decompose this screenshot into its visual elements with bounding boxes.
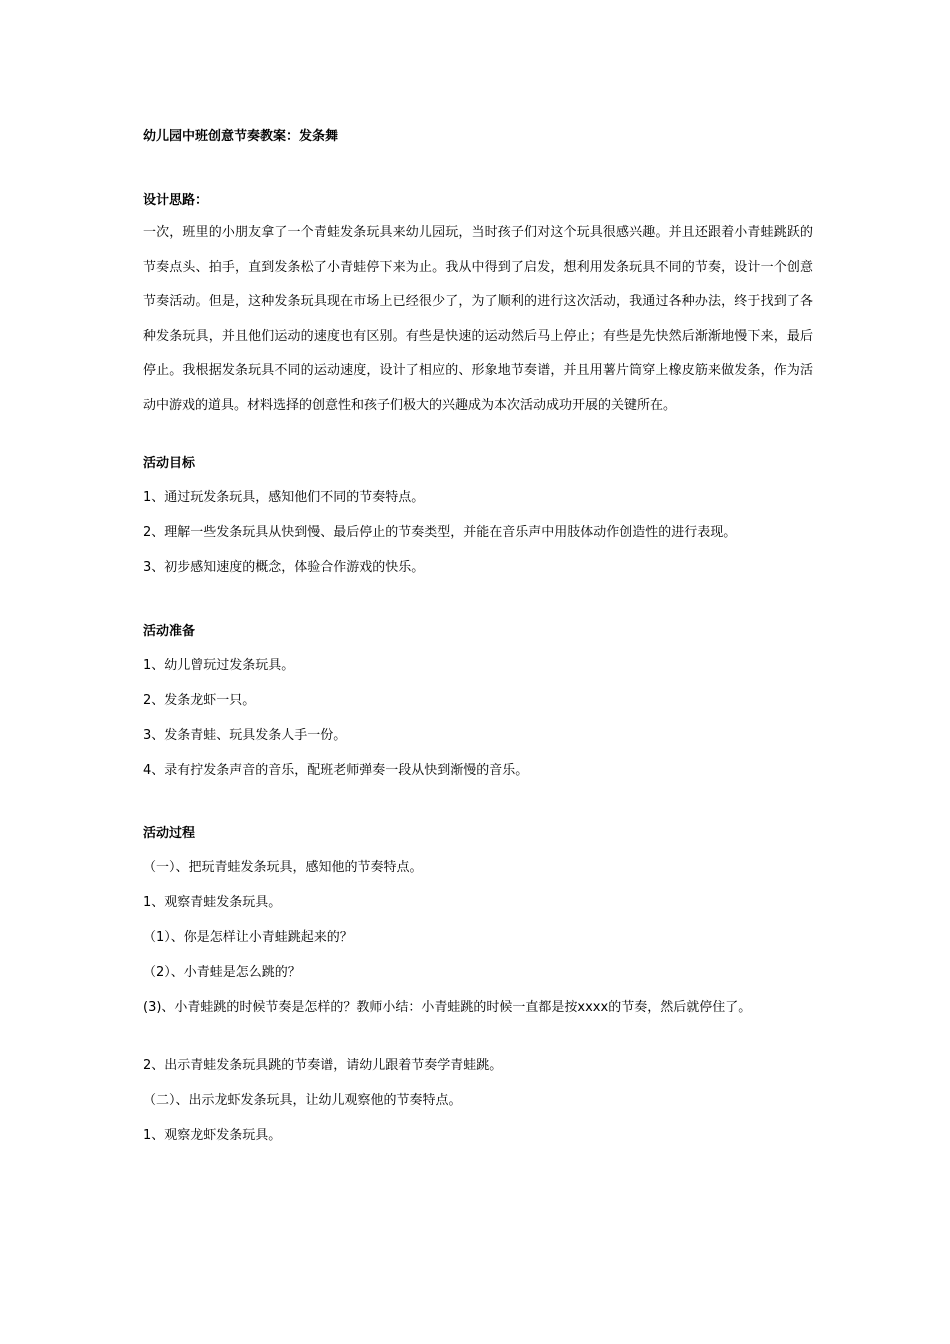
process-item: （二）、出示龙虾发条玩具，让幼儿观察他的节奏特点。 [143,1093,462,1108]
preparation-item: 2、发条龙虾一只。 [143,693,256,708]
goal-item: 3、初步感知速度的概念，体验合作游戏的快乐。 [143,560,425,575]
design-idea-paragraph: 一次，班里的小朋友拿了一个青蛙发条玩具来幼儿园玩，当时孩子们对这个玩具很感兴趣。并且还跟着小青蛙跳跃的节奏点头、拍手，直到发条松了小青蛙停下来为止。我从中得到了启发，想利用发条玩具不同的节奏，设计一个创意节奏活动。但是，这种发条玩具现在市场上已经很少了，为了顺利的进行这次活动，我通过各种办法，终于找到了各种发条玩具，并且他们运动的速度也有区别。有些是快速的运动然后马上停止；有些是先快然后渐渐地慢下来，最后停止。我根据发条玩具不同的运动速度，设计了相应的、形象地节奏谱，并且用薯片筒穿上橡皮筋来做发条，作为活动中游戏的道具。材料选择的创意性和孩子们极大的兴趣成为本次活动成功开展的关键所在。 [143,225,813,413]
process-item: （2）、小青蛙是怎么跳的？ [143,965,301,980]
process-item: （一）、把玩青蛙发条玩具，感知他的节奏特点。 [143,860,423,875]
process-item: (3)、小青蛙跳的时候节奏是怎样的？教师小结：小青蛙跳的时候一直都是按xxxx的节奏，然后就停住了。 [143,1000,752,1015]
preparation-item: 1、幼儿曾玩过发条玩具。 [143,658,295,673]
document-content [143,126,813,1160]
goals-heading: 活动目标 [143,456,196,471]
goal-item: 2、理解一些发条玩具从快到慢、最后停止的节奏类型，并能在音乐声中用肢体动作创造性的进行表现。 [143,525,737,540]
goal-item: 1、通过玩发条玩具，感知他们不同的节奏特点。 [143,490,425,505]
preparation-item: 4、录有拧发条声音的音乐，配班老师弹奏一段从快到渐慢的音乐。 [143,763,529,778]
preparation-item: 3、发条青蛙、玩具发条人手一份。 [143,728,347,743]
preparation-heading: 活动准备 [143,624,196,639]
process-item: （1）、你是怎样让小青蛙跳起来的？ [143,930,353,945]
process-item: 2、出示青蛙发条玩具跳的节奏谱，请幼儿跟着节奏学青蛙跳。 [143,1058,503,1073]
design-idea-heading: 设计思路： [143,193,209,208]
process-heading: 活动过程 [143,826,196,841]
process-item: 1、观察青蛙发条玩具。 [143,895,282,910]
document-title: 幼儿园中班创意节奏教案：发条舞 [143,129,339,144]
process-item: 1、观察龙虾发条玩具。 [143,1128,282,1143]
